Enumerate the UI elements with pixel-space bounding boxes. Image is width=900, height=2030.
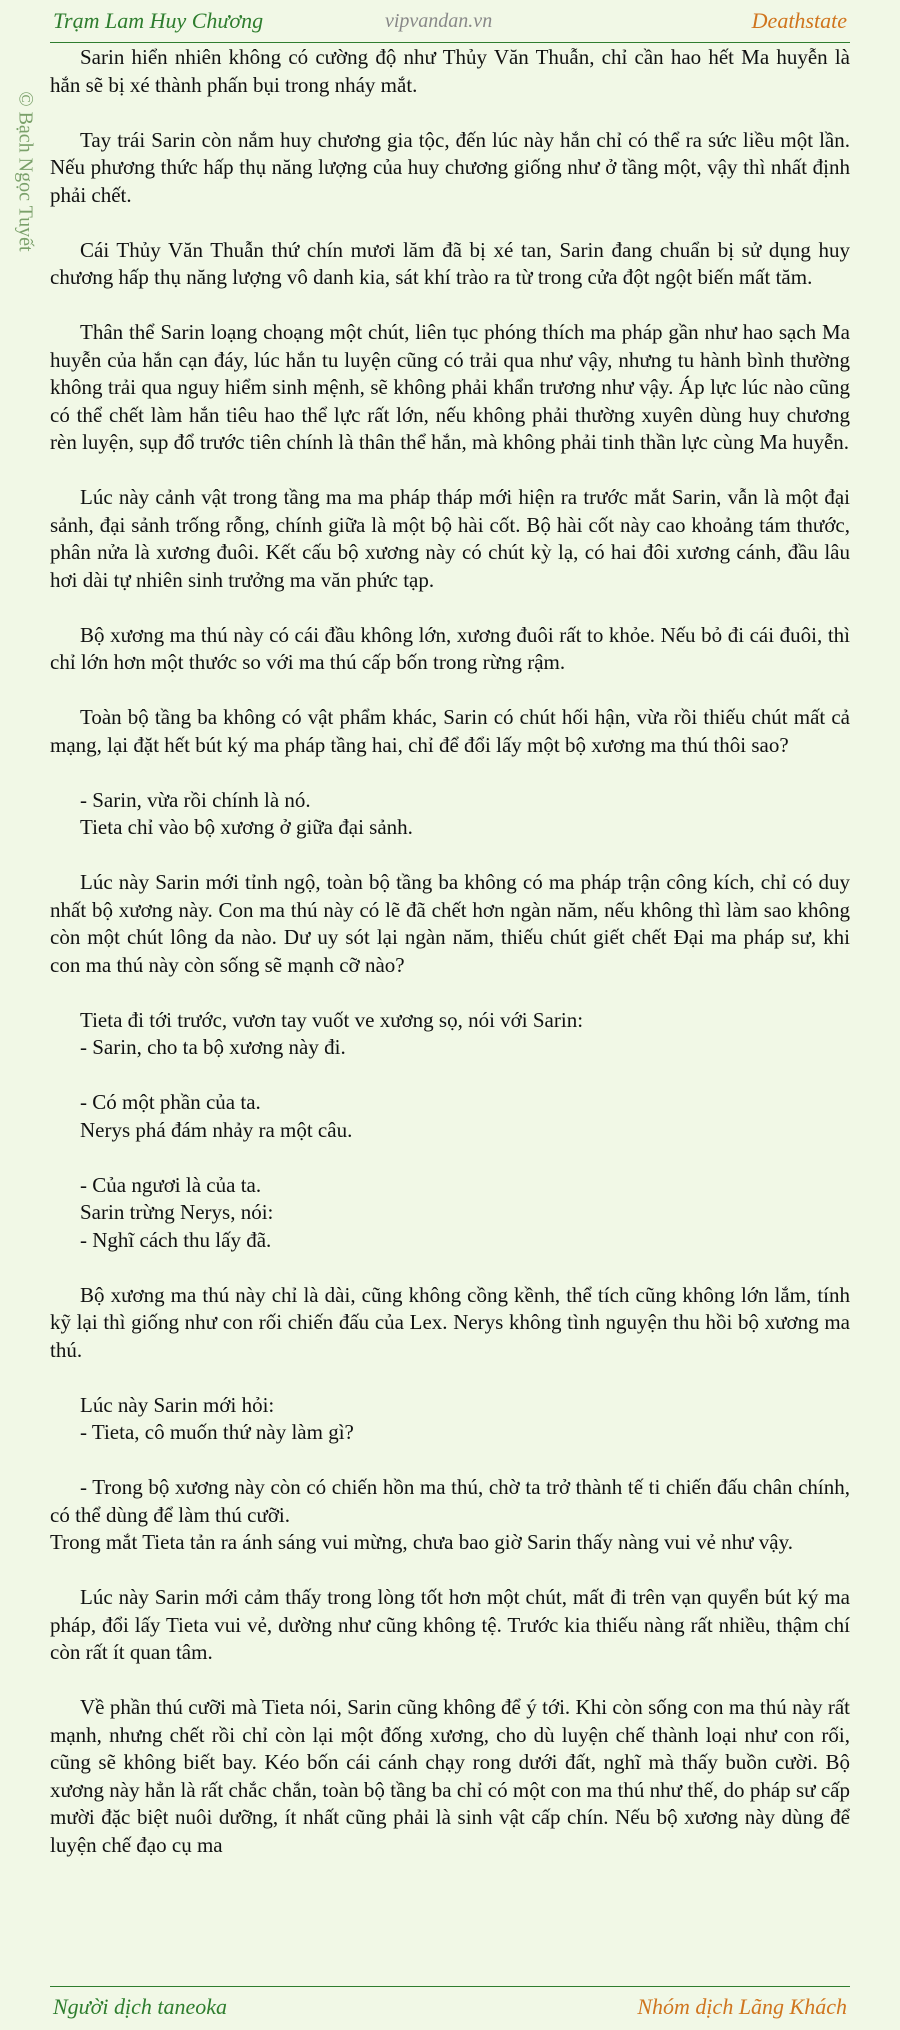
dialog-block [50, 1089, 850, 1144]
site-name: vipvandan.vn [385, 10, 493, 32]
author-name: Deathstate [751, 8, 847, 33]
paragraph: Cái Thủy Văn Thuẫn thứ chín mươi lăm đã bị xé tan, Sarin đang chuẩn bị sử dụng huy chương hấp thụ năng lượng vô danh kia, sát khí trào ra từ trong cửa đột ngột biến mất tăm. [50, 237, 850, 289]
dialog-line: - Có một phần của ta. [80, 1090, 261, 1114]
paragraph: Tay trái Sarin còn nắm huy chương gia tộc, đến lúc này hắn chỉ có thể ra sức liều một lần. Nếu phương thức hấp thụ năng lượng của huy chương giống như ở tầng một, vậy thì nhất định phải chết. [50, 127, 850, 207]
dialog-line: - Sarin, cho ta bộ xương này đi. [80, 1035, 346, 1059]
dialog-line: Sarin trừng Nerys, nói: [80, 1200, 274, 1224]
page-footer [0, 1988, 900, 2030]
dialog-line: - Nghĩ cách thu lấy đã. [80, 1227, 272, 1252]
header-divider [50, 42, 850, 43]
copyright-text: © Bạch Ngọc Tuyết [14, 91, 37, 252]
dialog-line: - Sarin, vừa rồi chính là nó. [80, 787, 311, 812]
dialog-line: Nerys phá đám nhảy ra một câu. [80, 1117, 353, 1142]
dialog-block [50, 787, 850, 842]
copyright-sidebar [12, 50, 38, 270]
footer-divider [50, 1986, 850, 1987]
dialog-block [50, 1392, 850, 1447]
dialog-line: Tieta chỉ vào bộ xương ở giữa đại sảnh. [80, 815, 413, 839]
paragraph: Lúc này Sarin mới cảm thấy trong lòng tốt hơn một chút, mất đi trên vạn quyển bút ký ma pháp, đổi lấy Tieta vui vẻ, dường như cũng không tệ. Trước kia thiếu nàng rất nhiều, thậm chí còn rất ít quan tâm. [50, 1585, 850, 1664]
dialog-line: - Tieta, cô muốn thứ này làm gì? [80, 1420, 354, 1444]
dialog-line: Tieta đi tới trước, vươn tay vuốt ve xương sọ, nói với Sarin: [80, 1007, 584, 1032]
dialog-line: Lúc này Sarin mới hỏi: [80, 1392, 275, 1417]
paragraph: Thân thể Sarin loạng choạng một chút, liên tục phóng thích ma pháp gần như hao sạch Ma huyễn của hắn cạn đáy, lúc hắn tu luyện cũng có trải qua như vậy, nhưng tu hành bình thường không trải qua nguy hiểm sinh mệnh, sẽ không phải khẩn trương như vậy. Áp lực lúc nào cũng có thể chết làm hắn tiêu hao thể lực rất lớn, nếu không phải thường xuyên dùng huy chương rèn luyện, sụp đổ trước tiên chính là thân thể hắn, mà không phải tinh thần lực cùng Ma huyễn. [50, 320, 850, 454]
paragraph: Về phần thú cưỡi mà Tieta nói, Sarin cũng không để ý tới. Khi còn sống con ma thú này rất mạnh, nhưng chết rồi chỉ còn lại một đống xương, cho dù luyện chế thành loại như con rối, cũng sẽ không biết bay. Kéo bốn cái cánh chạy rong dưới đất, nghĩ mà thấy buồn cười. Bộ xương này hẳn là rất chắc chắn, toàn bộ tầng ba chỉ có một con ma thú như thế, do pháp sư cấp mười đặc biệt nuôi dưỡng, ít nhất cũng phải là sinh vật cấp chín. Nếu bộ xương này dùng để luyện chế đạo cụ ma [50, 1695, 850, 1857]
translator-credit: Người dịch taneoka [53, 1994, 228, 2019]
paragraph: Sarin hiển nhiên không có cường độ như Thủy Văn Thuẫn, chỉ cần hao hết Ma huyễn là hắn sẽ bị xé thành phấn bụi trong nháy mắt. [50, 45, 850, 97]
dialog-line: - Của ngươi là của ta. [80, 1172, 262, 1197]
chapter-body [50, 44, 850, 1984]
book-title: Trạm Lam Huy Chương [53, 8, 264, 33]
paragraph: Lúc này cảnh vật trong tầng ma ma pháp tháp mới hiện ra trước mắt Sarin, vẫn là một đại sảnh, đại sảnh trống rỗng, chính giữa là một bộ hài cốt. Bộ hài cốt này cao khoảng tám thước, phân nửa là xương đuôi. Kết cấu bộ xương này có chút kỳ lạ, có hai đôi xương cánh, đầu lâu hơi dài tự nhiên sinh trưởng ma văn phức tạp. [50, 485, 850, 592]
paragraph: Lúc này Sarin mới tỉnh ngộ, toàn bộ tầng ba không có ma pháp trận công kích, chỉ có duy nhất bộ xương này. Con ma thú này có lẽ đã chết hơn ngàn năm, nếu không thì làm sao không còn một chút lông da nào. Dư uy sót lại ngàn năm, thiếu chút giết chết Đại ma pháp sư, khi con ma thú này còn sống sẽ mạnh cỡ nào? [50, 870, 850, 977]
dialog-line: Trong mắt Tieta tản ra ánh sáng vui mừng, chưa bao giờ Sarin thấy nàng vui vẻ như vậy. [50, 1530, 794, 1554]
paragraph: Bộ xương ma thú này có cái đầu không lớn, xương đuôi rất to khỏe. Nếu bỏ đi cái đuôi, thì chỉ lớn hơn một thước so với ma thú cấp bốn trong rừng rậm. [50, 622, 850, 674]
group-credit: Nhóm dịch Lãng Khách [637, 1994, 847, 2019]
dialog-block [50, 1007, 850, 1062]
paragraph: Toàn bộ tầng ba không có vật phẩm khác, Sarin có chút hối hận, vừa rồi thiếu chút mất cả mạng, lại đặt hết bút ký ma pháp tầng hai, chỉ để đổi lấy một bộ xương ma thú thôi sao? [50, 705, 850, 757]
paragraph: Bộ xương ma thú này chỉ là dài, cũng không cồng kềnh, thể tích cũng không lớn lắm, tính kỹ lại thì giống như con rối chiến đấu của Lex. Nerys không tình nguyện thu hồi bộ xương ma thú. [50, 1282, 850, 1362]
dialog-block [50, 1172, 850, 1255]
dialog-line: - Trong bộ xương này còn có chiến hồn ma thú, chờ ta trở thành tế ti chiến đấu chân chính, có thể dùng để làm thú cưỡi. [50, 1475, 850, 1527]
dialog-block [50, 1474, 850, 1557]
page-header [0, 0, 900, 42]
